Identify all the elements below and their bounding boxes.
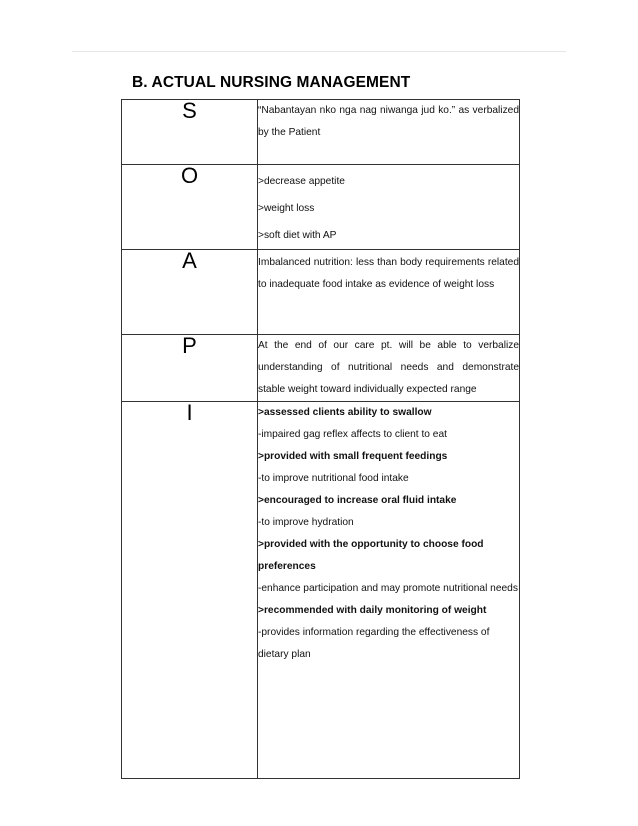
section-heading: B. ACTUAL NURSING MANAGEMENT <box>132 74 411 91</box>
soap-row-objective <box>122 165 520 250</box>
subjective-text: “Nabantayan nko nga nag niwanga jud ko.” as verbalized by the Patient <box>258 105 519 138</box>
objective-line: >weight loss <box>258 203 315 214</box>
intervention-item: >recommended with daily monitoring of weight <box>258 605 487 616</box>
soap-letter-s: S <box>122 100 258 165</box>
objective-line: >soft diet with AP <box>258 230 337 241</box>
soap-letter-i: I <box>122 402 258 779</box>
soap-content-a <box>258 250 520 335</box>
intervention-item: >provided with small frequent feedings <box>258 451 448 462</box>
soap-letter-o: O <box>122 165 258 250</box>
rationale-item: -provides information regarding the effectiveness of dietary plan <box>258 627 490 660</box>
assessment-text: Imbalanced nutrition: less than body requirements related to inadequate food intake as evidence of weight loss <box>258 257 519 290</box>
soap-letter-a: A <box>122 250 258 335</box>
soap-row-plan <box>122 335 520 402</box>
soap-row-assessment <box>122 250 520 335</box>
rationale-item: -to improve nutritional food intake <box>258 473 409 484</box>
plan-text: At the end of our care pt. will be able to verbalize understanding of nutritional needs and demonstrate stable weight toward individually expected range <box>258 340 519 395</box>
rationale-item: -impaired gag reflex affects to client to eat <box>258 429 447 440</box>
soap-content-i <box>258 402 520 779</box>
soap-row-intervention <box>122 402 520 779</box>
intervention-item: >encouraged to increase oral fluid intake <box>258 495 457 506</box>
soap-row-subjective <box>122 100 520 165</box>
intervention-item: >assessed clients ability to swallow <box>258 407 432 418</box>
top-divider <box>72 51 566 52</box>
soap-table <box>121 99 520 779</box>
soap-content-o <box>258 165 520 250</box>
objective-line: >decrease appetite <box>258 176 345 187</box>
soap-content-s <box>258 100 520 165</box>
rationale-item: -to improve hydration <box>258 517 354 528</box>
soap-content-p <box>258 335 520 402</box>
soap-letter-p: P <box>122 335 258 402</box>
rationale-item: -enhance participation and may promote nutritional needs <box>258 583 518 594</box>
intervention-item: >provided with the opportunity to choose food preferences <box>258 539 484 572</box>
